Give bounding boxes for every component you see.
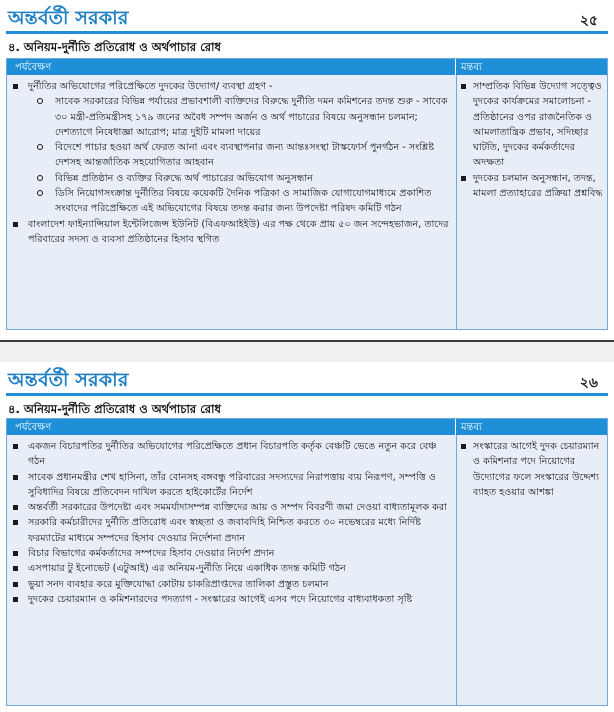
slide-title: অন্তর্বর্তী সরকার: [8, 369, 129, 391]
list-item: এসপায়ার টু ইনোভেট (এটুআই) এর অনিয়ম-দুর্নীতি নিয়ে একাধিক তদন্ত কমিটি গঠন: [13, 561, 449, 576]
list-item: অন্তর্বর্তী সরকারের উপদেষ্টা এবং সমমর্যাদাসম্পন্ন ব্যক্তিদের আয় ও সম্পদ বিবরণী জমা দেওয়া বাধ্যতামূলক করা: [13, 500, 449, 515]
list-item: ডিসি নিয়োগসংক্রান্ত দুর্নীতির বিষয়ে কয়েকটি দৈনিক পত্রিকা ও সামাজিক যোগাযোগমাধ্যমে প্রকাশিত সংবাদের পরিপ্রেক্ষিতে এই অভিযোগের বিষয়ে তদন্ত করার জন্য উপদেষ্টা পরিষদ কমিটি গঠন: [13, 186, 449, 217]
list-item: একজন বিচারপতির দুর্নীতির অভিযোগের পরিপ্রেক্ষিতে প্রধান বিচারপতি কর্তৃক বেঞ্চটি ভেঙে নতুন করে বেঞ্চ গঠন: [13, 439, 449, 470]
square-bullet-icon: [461, 444, 466, 449]
square-bullet-icon: [13, 84, 18, 89]
circle-bullet-icon: [37, 144, 43, 150]
square-bullet-icon: [13, 475, 18, 480]
table-body: [7, 435, 607, 705]
header-divider: [455, 59, 456, 75]
header-observation: পর্যবেক্ষণ: [15, 62, 52, 73]
slide-title: অন্তর্বর্তী সরকার: [8, 7, 129, 29]
comment-item: দুদকের চলমান অনুসন্ধান, তদন্ত, মামলা প্রত্যাহারের প্রক্রিয়া প্রশ্নবিদ্ধ: [461, 171, 603, 202]
square-bullet-icon: [13, 222, 18, 227]
circle-bullet-icon: [37, 175, 43, 181]
circle-bullet-icon: [37, 190, 43, 196]
square-bullet-icon: [13, 505, 18, 510]
section-subtitle: ৪. অনিয়ম-দুর্নীতি প্রতিরোধ ও অর্থপাচার রোধ: [8, 40, 221, 54]
comment-column: [456, 435, 607, 705]
page-number: ২৬: [579, 375, 598, 391]
list-item: সাবেক সরকারের বিভিন্ন পর্যায়ের প্রভাবশালী ব্যক্তিদের বিরুদ্ধে দুর্নীতি দমন কমিশনের তদন্ত শুরু - সাবেক ৩০ মন্ত্রী-প্রতিমন্ত্রীসহ ১৭৯ জনের অবৈধ সম্পদ অর্জন ও অর্থ পাচারের বিষয়ে অনুসন্ধান চলমান; দেশত্যাগে নিষেধাজ্ঞা আরোপ; মাত্র দুইটি মামলা দায়ের: [13, 94, 449, 140]
table-header: [7, 59, 607, 75]
list-item: বাংলাদেশ ফাইন্যান্সিয়াল ইন্টেলিজেন্স ইউনিট (বিএফআইইউ) এর পক্ষ থেকে প্রায় ৫০ জন সন্দেহভাজন, তাদের পরিবারের সদস্য ও ব্যবসা প্রতিষ্ঠানের হিসাব স্থগিত: [13, 217, 449, 248]
header-comment: মন্তব্য: [461, 62, 482, 73]
list-item: বিচার বিভাগের কর্মকর্তাদের সম্পদের হিসাব দেওয়ার নির্দেশ প্রদান: [13, 546, 449, 561]
observation-column: [7, 75, 455, 329]
circle-bullet-icon: [37, 98, 43, 104]
header-comment: মন্তব্য: [461, 422, 482, 433]
slide-26: [0, 362, 614, 712]
observation-table: [6, 58, 608, 330]
square-bullet-icon: [13, 597, 18, 602]
list-item: সরকারি কর্মচারীদের দুর্নীতি প্রতিরোধ এবং স্বচ্ছতা ও জবাবদিহি নিশ্চিত করতে ৩০ নভেম্বরের মধ্যে নির্দিষ্ট ফরম্যাটের মাধ্যমে সম্পদের হিসাব দেওয়ার নির্দেশনা প্রদান: [13, 515, 449, 546]
list-item: ভুয়া সনদ ব্যবহার করে মুক্তিযোদ্ধা কোটায় চাকরিপ্রাপ্তদের তালিকা প্রস্তুত চলমান: [13, 577, 449, 592]
table-header: [7, 419, 607, 435]
comment-column: [456, 75, 607, 329]
observation-table: [6, 418, 608, 706]
square-bullet-icon: [13, 566, 18, 571]
square-bullet-icon: [13, 551, 18, 556]
section-subtitle: ৪. অনিয়ম-দুর্নীতি প্রতিরোধ ও অর্থপাচার রোধ: [8, 402, 221, 416]
list-item: দুর্নীতির অভিযোগের পরিপ্রেক্ষিতে দুদকের উদ্যোগ/ ব্যবস্থা গ্রহণ -: [13, 79, 449, 94]
title-rule: [6, 31, 608, 34]
list-item: বিভিন্ন প্রতিষ্ঠান ও ব্যক্তির বিরুদ্ধে অর্থ পাচারের অভিযোগ অনুসন্ধান: [13, 171, 449, 186]
square-bullet-icon: [13, 444, 18, 449]
header-observation: পর্যবেক্ষণ: [15, 422, 52, 433]
square-bullet-icon: [13, 582, 18, 587]
list-item: বিদেশে পাচার হওয়া অর্থ ফেরত আনা এবং ব্যবস্থাপনার জন্য আন্তঃসংস্থা টাস্কফোর্স পুনর্গঠন - সংশ্লিষ্ট দেশসহ আন্তর্জাতিক সহযোগিতার আহবান: [13, 140, 449, 171]
page-number: ২৫: [579, 13, 598, 29]
list-item: সাবেক প্রধানমন্ত্রীর শেখ হাসিনা, তাঁর বোনসহ বঙ্গবন্ধু পরিবারের সদস্যদের নিরাপত্তায় ব্যয় নিরূপণ, সম্পত্তি ও সুবিধাদির বিষয়ে প্রতিবেদন দাখিল করতে হাইকোর্টের নির্দেশ: [13, 470, 449, 501]
comment-item: সাম্প্রতিক বিভিন্ন উদ্যোগ সত্ত্বেও দুদকের কার্যক্রমের সমালোচনা - প্রতিষ্ঠানের ওপর রাজনৈতিক ও আমলাতান্ত্রিক প্রভাব, সদিচ্ছার ঘাটতি, দুদকের কর্মকর্তাদের অদক্ষতা: [461, 79, 603, 171]
comment-item: সংস্কারের আগেই দুদক চেয়ারম্যান ও কমিশনার পদে নিয়োগের উদ্যোগের ফলে সংস্কারের উদ্দেশ্য ব্যাহত হওয়ার আশঙ্কা: [461, 439, 603, 500]
list-item: দুদকের চেয়ারম্যান ও কমিশনারদের পদত্যাগ - সংস্কারের আগেই এসব পদে নিয়োগের বাধ্যবাধকতা সৃষ্টি: [13, 592, 449, 607]
title-rule: [6, 393, 608, 396]
table-body: [7, 75, 607, 329]
slide-separator: [0, 340, 614, 362]
square-bullet-icon: [461, 176, 466, 181]
observation-column: [7, 435, 455, 705]
header-divider: [455, 419, 456, 435]
square-bullet-icon: [461, 84, 466, 89]
slide-25: [0, 0, 614, 340]
square-bullet-icon: [13, 520, 18, 525]
